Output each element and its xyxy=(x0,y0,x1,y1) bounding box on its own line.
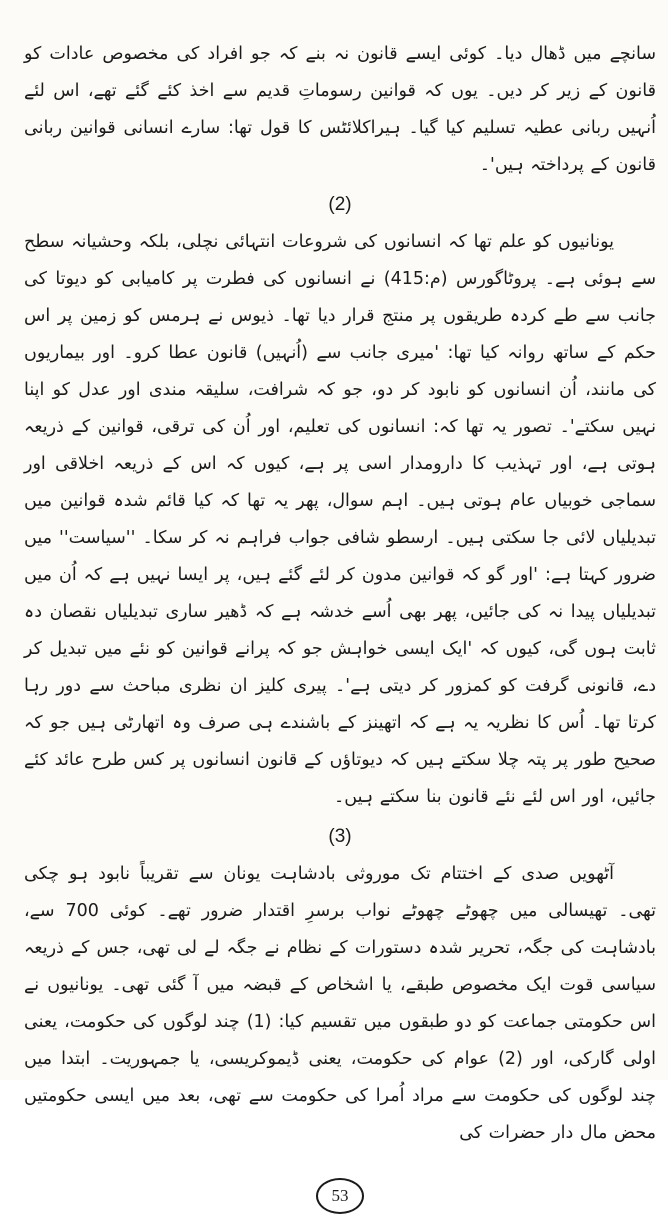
page-number-badge: 53 xyxy=(316,1178,364,1214)
section-2-paragraph: یونانیوں کو علم تھا کہ انسانوں کی شروعات انتہائی نچلی، بلکہ وحشیانہ سطح سے ہوئی ہے۔ پروٹاگورس (م:415) نے انسانوں کی فطرت پر کامیابی کو دیوتا کی جانب سے طے کردہ طریقوں پر منتج قرار دیا تھا۔ ذیوس نے ہرمس کو زمین پر اس حکم کے ساتھ روانہ کیا تھا: 'میری جانب سے (اُنہیں) قانون عطا کرو۔ اور بیماریوں کی مانند، اُن انسانوں کو نابود کر دو، جو کہ شرافت، سلیقہ مندی اور عدل کو اپنا نہیں سکتے'۔ تصور یہ تھا کہ: انسانوں کی تعلیم، اور اُن کی ترقی، قوانین کے ذریعہ ہوتی ہے، اور تہذیب کا دارومدار اسی پر ہے، کیوں کہ اس کے ذریعہ اخلاقی اور سماجی خوبیاں عام ہوتی ہیں۔ اہم سوال، پھر یہ تھا کہ کیا قائم شدہ قوانین میں تبدیلیاں لائی جا سکتی ہیں۔ ارسطو شافی جواب فراہم نہ کر سکا۔ ''سیاست'' میں ضرور کہتا ہے: 'اور گو کہ قوانین مدون کر لئے گئے ہیں، پر ایسا نہیں ہے کہ اُن میں تبدیلیاں پیدا نہ کی جائیں، پھر بھی اُسے خدشہ ہے کہ ڈھیر ساری تبدیلیاں نقصان دہ ثابت ہوں گی، کیوں کہ 'ایک ایسی خواہش جو کہ پرانے قوانین کو نئے میں تبدیل کر دے، قانونی گرفت کو کمزور کر دیتی ہے'۔ پیری کلیز ان نظری مباحث سے دور رہا کرتا تھا۔ اُس کا نظریہ یہ ہے کہ اتھینز کے باشندے ہی صرف وہ اتھارٹی ہیں جو کہ صحیح طور پر پتہ چلا سکتے ہیں کہ دیوتاؤں کے قانون انسانوں پر کس طرح عائد کئے جائیں، اور اس لئے نئے قانون بنا سکتے ہیں۔ xyxy=(24,232,656,807)
section-3-paragraph: آٹھویں صدی کے اختتام تک موروثی بادشاہت یونان سے تقریباً نابود ہو چکی تھی۔ تھیسالی میں چھوٹے چھوٹے نواب برسرِ اقتدار ضرور تھے۔ کوئی 700 سے، بادشاہت کی جگہ، تحریر شدہ دستورات کے نظام نے جگہ لے لی تھی، جس کے ذریعہ سیاسی قوت ایک مخصوص طبقے، یا اشخاص کے قبضہ میں آ گئی تھی۔ یونانیوں نے اس حکومتی جماعت کو دو طبقوں میں تقسیم کیا: (1) چند لوگوں کی حکومت، یعنی اولی گارکی، اور (2) عوام کی حکومت، یعنی ڈیموکریسی، یا جمہوریت۔ ابتدا میں چند لوگوں کی حکومت سے مراد اُمرا کی حکومت سے تھی، بعد میں ایسی حکومتیں محض مال دار حضرات کی xyxy=(24,864,656,1143)
paragraph-continuation: سانچے میں ڈھال دیا۔ کوئی ایسے قانون نہ بنے کہ جو افراد کی مخصوص عادات کو قانون کے زیر کر دیں۔ یوں کہ قوانین رسوماتِ قدیم سے اخذ کئے گئے تھے، اس لئے اُنہیں ربانی عطیہ تسلیم کیا گیا۔ ہیراکلائٹس کا قول تھا: سارے انسانی قوانین ربانی قانون کے پرداختہ ہیں'۔ xyxy=(24,44,656,175)
section-number-3: (3) xyxy=(328,826,352,847)
section-number-2: (2) xyxy=(328,194,352,215)
page-footer xyxy=(24,1178,656,1214)
